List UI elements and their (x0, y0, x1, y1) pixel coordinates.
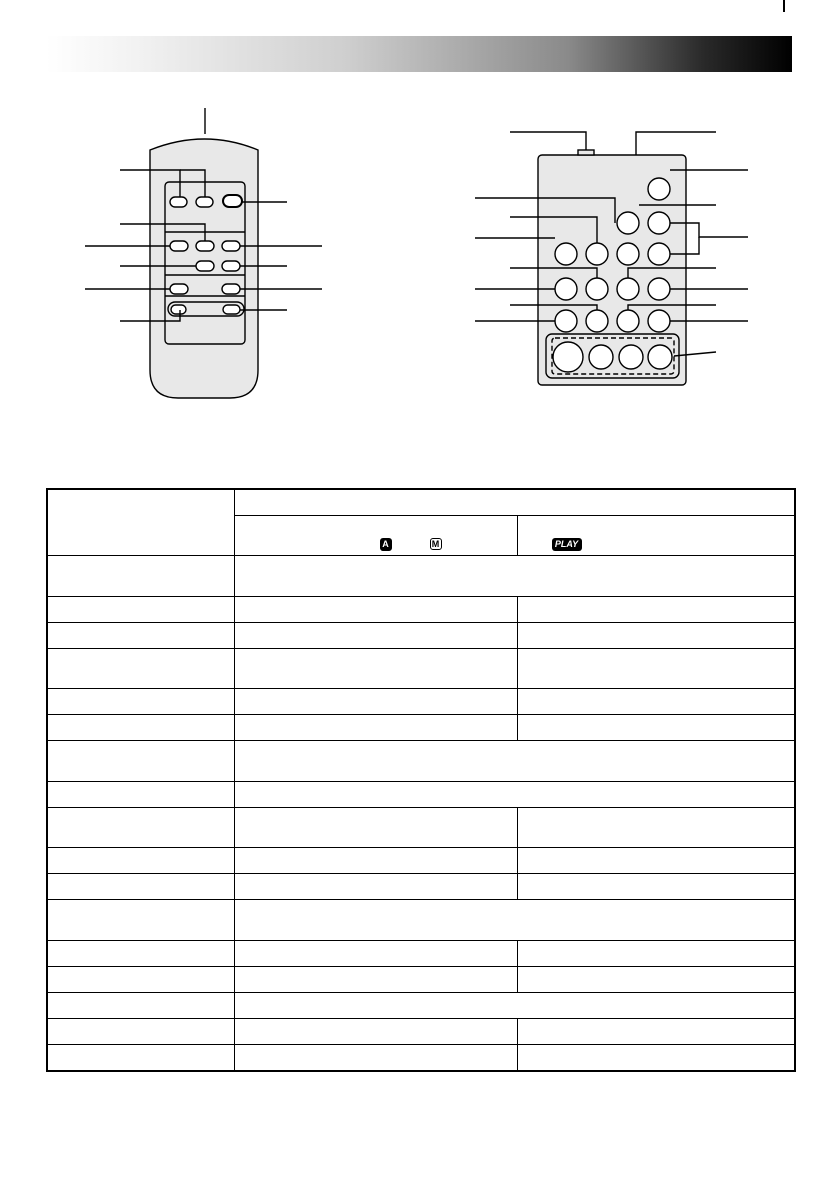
table-row (47, 622, 795, 648)
table-cell-function (517, 807, 795, 847)
table-cell-function (234, 781, 795, 807)
table-cell-function (234, 874, 517, 900)
table-cell-function (234, 1019, 517, 1045)
right-btn-r5c3 (617, 310, 639, 332)
table-cell-function (517, 596, 795, 622)
section-header-bar (46, 36, 792, 72)
table-row (47, 848, 795, 874)
table-cell-button (47, 967, 234, 993)
table-cell-button (47, 1019, 234, 1045)
table-cell-function (234, 648, 517, 688)
left-btn-mid-1 (170, 241, 188, 251)
right-btn-r1c4 (648, 178, 670, 200)
table-body (47, 555, 795, 1071)
table-subheader-play (517, 515, 795, 555)
right-btn-r5c1 (555, 310, 577, 332)
table-cell-function (517, 941, 795, 967)
table-row (47, 900, 795, 941)
button-function-table (46, 488, 796, 1072)
right-btn-r3c2 (586, 243, 608, 265)
table-cell-function (234, 900, 795, 941)
crop-mark-right (783, 0, 785, 12)
right-btn-r4c2 (586, 278, 608, 300)
right-btn-r4c4 (648, 278, 670, 300)
left-btn-row3-2 (222, 284, 240, 294)
left-btn-row3-1 (170, 284, 188, 294)
table-row (47, 781, 795, 807)
table-cell-button (47, 555, 234, 596)
remote-control-illustrations (0, 95, 838, 415)
table-cell-button (47, 714, 234, 740)
table-cell-function (234, 740, 795, 781)
table-cell-button (47, 622, 234, 648)
right-remote-illustration (475, 132, 748, 385)
table-row (47, 688, 795, 714)
table-row (47, 648, 795, 688)
right-btn-b1 (553, 342, 583, 372)
right-btn-r4c1 (555, 278, 577, 300)
play-mode-icon: PLAY (552, 538, 582, 551)
table-cell-function (517, 622, 795, 648)
table-cell-function (234, 941, 517, 967)
table-cell-button (47, 900, 234, 941)
left-btn-row2-2 (222, 261, 240, 271)
table-cell-function (517, 1045, 795, 1071)
table-header-button (47, 489, 234, 555)
table-cell-button (47, 648, 234, 688)
right-btn-b4 (648, 345, 672, 369)
table-row (47, 993, 795, 1019)
manual-mode-icon: M (430, 538, 442, 550)
table-row (47, 555, 795, 596)
right-btn-r2c4 (648, 212, 670, 234)
table-cell-function (234, 967, 517, 993)
right-btn-r3c3 (617, 243, 639, 265)
left-btn-top-2 (196, 197, 213, 207)
table-row (47, 740, 795, 781)
left-btn-row4-1 (171, 305, 186, 314)
table-cell-function (234, 688, 517, 714)
left-btn-row4-2 (223, 305, 240, 314)
table-cell-button (47, 596, 234, 622)
table-row (47, 967, 795, 993)
table-cell-function (234, 714, 517, 740)
table-row (47, 941, 795, 967)
table-cell-button (47, 740, 234, 781)
right-btn-r4c3 (617, 278, 639, 300)
right-remote-antenna (578, 150, 594, 155)
table-cell-button (47, 807, 234, 847)
right-btn-b3 (619, 345, 643, 369)
table-cell-button (47, 993, 234, 1019)
right-btn-r2c3 (617, 212, 639, 234)
left-btn-mid-2 (196, 241, 214, 251)
table-cell-function (517, 848, 795, 874)
table-subheader-record (234, 515, 517, 555)
table-cell-button (47, 688, 234, 714)
table-cell-button (47, 848, 234, 874)
left-btn-top-1 (170, 197, 187, 207)
table-cell-function (234, 807, 517, 847)
table-cell-function (517, 688, 795, 714)
left-remote-illustration (85, 108, 322, 398)
table-cell-function (234, 993, 795, 1019)
table-cell-function (234, 1045, 517, 1071)
right-btn-r3c4 (648, 243, 670, 265)
table-row (47, 596, 795, 622)
table-header-row (47, 489, 795, 515)
table-cell-button (47, 874, 234, 900)
table-cell-function (517, 1019, 795, 1045)
table-cell-function (234, 555, 795, 596)
table-cell-function (234, 596, 517, 622)
left-btn-top-3 (223, 195, 242, 207)
table-cell-function (517, 714, 795, 740)
table-cell-button (47, 781, 234, 807)
table-row (47, 807, 795, 847)
table-cell-function (234, 622, 517, 648)
auto-mode-icon: A (380, 538, 392, 551)
left-btn-row2-1 (196, 261, 214, 271)
table-cell-function (234, 848, 517, 874)
table-cell-function (517, 967, 795, 993)
table-row (47, 1045, 795, 1071)
table-row (47, 714, 795, 740)
left-btn-mid-3 (222, 241, 240, 251)
table-cell-function (517, 648, 795, 688)
table-cell-button (47, 1045, 234, 1071)
right-btn-b2 (589, 345, 613, 369)
table-cell-button (47, 941, 234, 967)
right-btn-r5c4 (648, 310, 670, 332)
right-btn-r5c2 (586, 310, 608, 332)
right-btn-r3c1 (555, 243, 577, 265)
table-cell-function (517, 874, 795, 900)
table-row (47, 874, 795, 900)
table-header-function (234, 489, 795, 515)
table-row (47, 1019, 795, 1045)
